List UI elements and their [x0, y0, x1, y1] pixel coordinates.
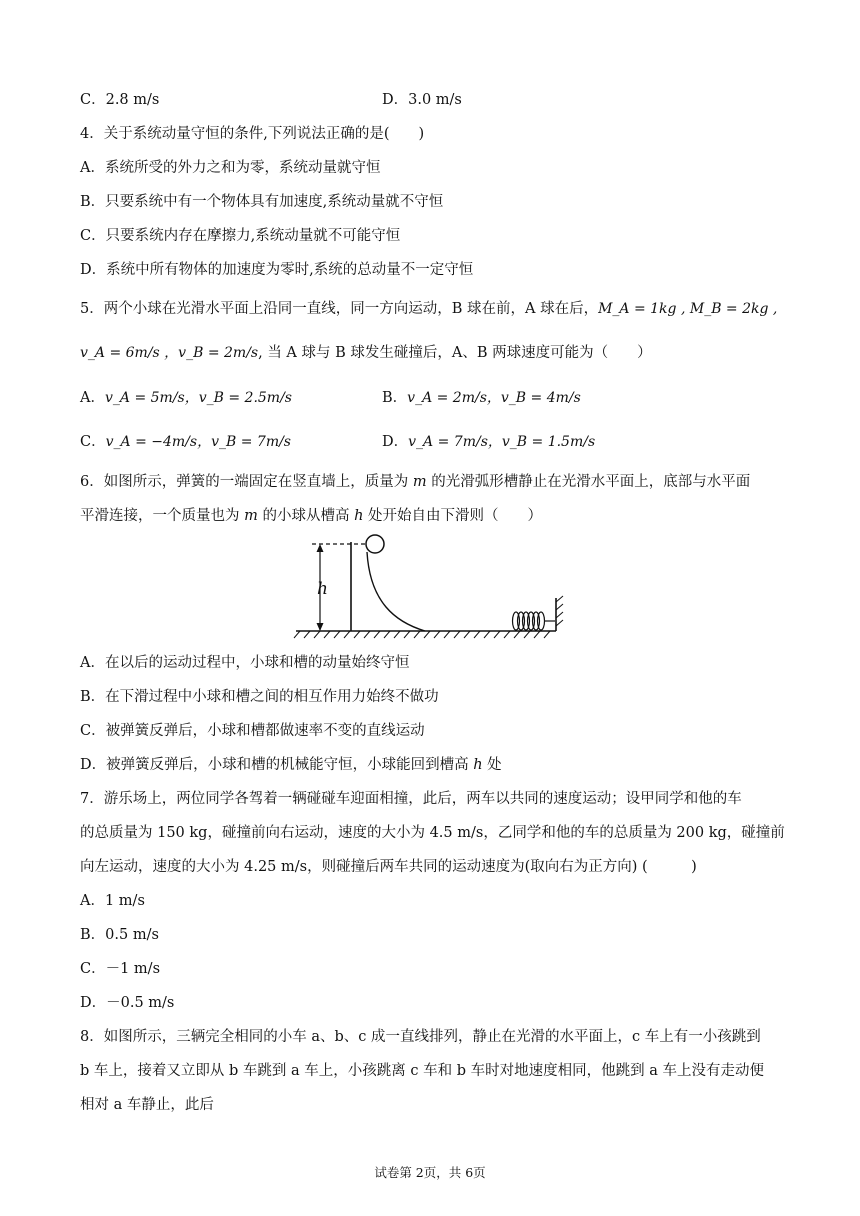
q5-velocities: v_A = 6m/s ，v_B = 2m/s	[80, 345, 259, 361]
q5-masses: M_A = 1kg , M_B = 2kg ,	[598, 301, 778, 317]
option-vb: ，v_B = 2.5m/s	[184, 390, 292, 406]
q7-stem-line2: 的总质量为 150 kg，碰撞前向右运动，速度的大小为 4.5 m/s，乙同学和他的车的总质量为 200 kg，碰撞前	[80, 825, 785, 841]
height-arrow-up	[317, 544, 324, 552]
option-va: v_A = 5m/s	[104, 390, 185, 406]
q3-option-c: C．2.8 m/s	[80, 92, 160, 108]
var-m: m	[412, 474, 427, 490]
q4-stem: 4．关于系统动量守恒的条件,下列说法正确的是( )	[80, 126, 425, 142]
text: 平滑连接，一个质量也为	[80, 508, 245, 524]
q7-stem-line1: 7．游乐场上，两位同学各驾着一辆碰碰车迎面相撞，此后，两车以共同的速度运动；设甲同学和他的车	[80, 791, 742, 807]
q7-option-c: C．－1 m/s	[80, 961, 161, 977]
option-label: B．	[382, 390, 408, 406]
q6-stem-line1	[80, 472, 750, 492]
text: D．被弹簧反弹后，小球和槽的机械能守恒，小球能回到槽高	[80, 757, 474, 773]
spring	[513, 612, 556, 630]
q4-option-a: A．系统所受的外力之和为零，系统动量就守恒	[80, 160, 381, 176]
q6-figure	[290, 532, 570, 640]
page-footer: 试卷第 2页，共 6页	[374, 1165, 486, 1180]
ground-hatching	[294, 631, 550, 638]
height-label: h	[317, 579, 328, 599]
option-va: v_A = −4m/s	[105, 434, 198, 450]
q6-option-d	[80, 755, 502, 775]
q6-option-c: C．被弹簧反弹后，小球和槽都做速率不变的直线运动	[80, 723, 425, 739]
option-vb: ，v_B = 1.5m/s	[487, 434, 596, 450]
q6-stem-line2	[80, 506, 542, 526]
height-arrow-down	[317, 623, 324, 631]
q8-stem-line3: 相对 a 车静止，此后	[80, 1097, 214, 1113]
trough-curve	[367, 552, 425, 631]
q4-option-b: B．只要系统中有一个物体具有加速度,系统动量就不守恒	[80, 194, 444, 210]
q7-option-b: B．0.5 m/s	[80, 927, 159, 943]
option-vb: ，v_B = 4m/s	[486, 390, 581, 406]
q8-stem-line2: b 车上，接着又立即从 b 车跳到 a 车上，小孩跳离 c 车和 b 车时对地速度相同，他跳到 a 车上没有走动便	[80, 1063, 764, 1079]
q8-stem-line1: 8．如图所示，三辆完全相同的小车 a、b、c 成一直线排列，静止在光滑的水平面上，c 车上有一小孩跳到	[80, 1029, 761, 1045]
q6-option-b: B．在下滑过程中小球和槽之间的相互作用力始终不做功	[80, 689, 439, 705]
var-m: m	[244, 508, 258, 524]
q4-option-c: C．只要系统内存在摩擦力,系统动量就不可能守恒	[80, 228, 401, 244]
q7-option-a: A．1 m/s	[80, 893, 145, 909]
option-vb: ，v_B = 7m/s	[197, 434, 291, 450]
q5-option-d	[382, 432, 595, 452]
q5-stem-text: 5．两个小球在光滑水平面上沿同一直线，同一方向运动，B 球在前，A 球在后，	[80, 301, 599, 317]
q7-option-d: D．－0.5 m/s	[80, 995, 175, 1011]
option-va: v_A = 2m/s	[407, 390, 487, 406]
q5-option-a	[80, 388, 292, 408]
q5-stem	[80, 299, 777, 319]
var-h: h	[473, 757, 483, 773]
text: 处	[482, 757, 502, 773]
q5-option-b	[382, 388, 581, 408]
text: 的光滑弧形槽静止在光滑水平面上，底部与水平面	[426, 474, 751, 490]
var-h: h	[354, 508, 364, 524]
q4-option-d: D．系统中所有物体的加速度为零时,系统的总动量不一定守恒	[80, 262, 474, 278]
option-label: D．	[382, 434, 409, 450]
text: 的小球从槽高	[257, 508, 355, 524]
q5-option-c	[80, 432, 291, 452]
ball	[366, 535, 384, 553]
text: 处开始自由下滑则（ ）	[363, 508, 543, 524]
option-label: A．	[80, 390, 105, 406]
q6-option-a: A．在以后的运动过程中，小球和槽的动量始终守恒	[80, 655, 410, 671]
wall-hatching	[556, 596, 563, 626]
q5-stem-line2-text: , 当 A 球与 B 球发生碰撞后，A、B 两球速度可能为（ ）	[258, 345, 652, 361]
option-va: v_A = 7m/s	[408, 434, 488, 450]
option-label: C．	[80, 434, 106, 450]
q5-stem-line2	[80, 343, 652, 363]
text: 6．如图所示，弹簧的一端固定在竖直墙上，质量为	[80, 474, 413, 490]
q7-stem-line3: 向左运动，速度的大小为 4.25 m/s，则碰撞后两车共同的运动速度为(取向右为正方向) ( )	[80, 859, 697, 875]
q3-option-d: D．3.0 m/s	[382, 92, 462, 108]
